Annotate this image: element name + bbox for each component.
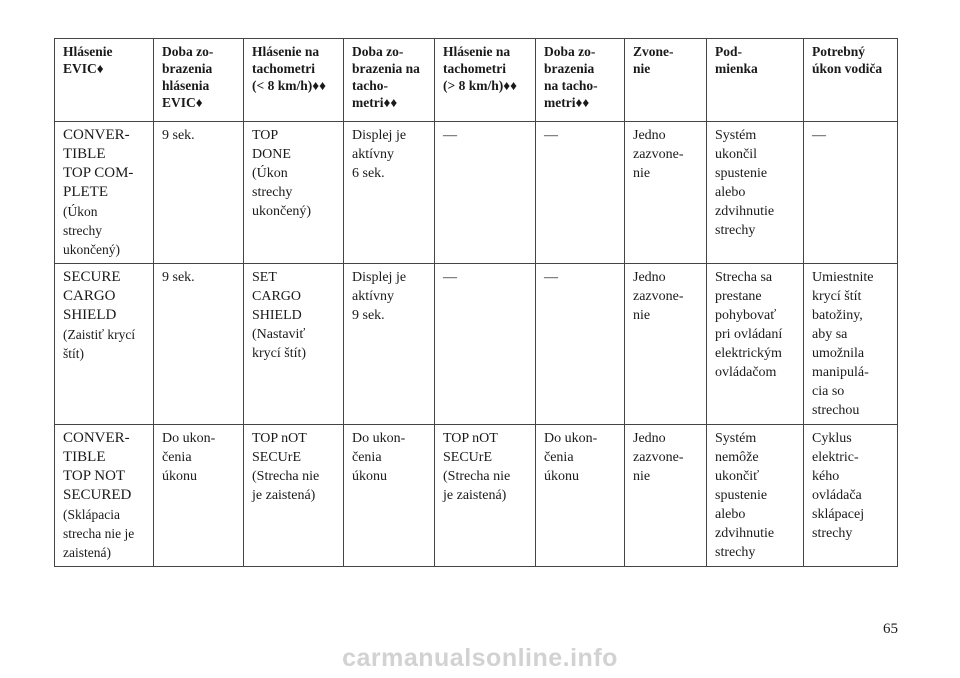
cell-line: EVIC♦	[162, 95, 203, 110]
cell-line: nie	[633, 469, 651, 484]
cell-line: hlásenia	[162, 78, 210, 93]
table-row	[55, 264, 898, 425]
fast-message-cell	[435, 425, 536, 567]
cell-line: Cyklus	[812, 431, 852, 446]
cell-line: umožnila	[812, 346, 865, 361]
cell-line: Displej je	[352, 128, 407, 143]
table-row	[55, 425, 898, 567]
cell-line: aktívny	[352, 289, 394, 304]
cell-line: štít)	[63, 346, 85, 361]
fast-time-cell	[536, 264, 625, 425]
cell-line: úkonu	[162, 469, 197, 484]
cell-line: strechy	[252, 185, 293, 200]
cell-line: CARGO	[63, 288, 116, 304]
cell-line: tacho-	[352, 78, 388, 93]
fast-time-cell	[536, 425, 625, 567]
condition-cell	[707, 122, 804, 264]
header-cell-chime	[625, 39, 707, 122]
cell-line: Jedno	[633, 270, 666, 285]
cell-line: je zaistená)	[252, 488, 316, 503]
cell-line: TIBLE	[63, 449, 106, 465]
cell-line: TOP	[252, 128, 279, 143]
cell-line: ukončený)	[252, 204, 312, 219]
cell-line: metri♦♦	[544, 95, 590, 110]
cell-line: brazenia	[544, 61, 595, 76]
cell-line: kého	[812, 469, 840, 484]
cell-line: Hlásenie na	[252, 44, 320, 59]
cell-line: ukončil	[715, 147, 757, 162]
cell-line: čenia	[352, 450, 382, 465]
header-cell-driver-action	[804, 39, 898, 122]
cell-line: aktívny	[352, 147, 394, 162]
slow-message-cell	[244, 425, 344, 567]
cell-line: zaistená)	[63, 545, 111, 560]
cell-line: pri ovládaní	[715, 327, 783, 342]
cell-line: spustenie	[715, 488, 768, 503]
cell-line: metri♦♦	[352, 95, 398, 110]
cell-line: EVIC♦	[63, 61, 104, 76]
cell-line: nemôže	[715, 450, 759, 465]
cell-line: SET	[252, 270, 277, 285]
cell-line: Zvone-	[633, 44, 674, 59]
cell-line: pohybovať	[715, 308, 777, 323]
cell-line: ukončiť	[715, 469, 760, 484]
cell-line: zazvone-	[633, 147, 684, 162]
message-cell	[55, 264, 154, 425]
cell-line: Doba zo-	[544, 44, 596, 59]
cell-line: ovládača	[812, 488, 862, 503]
cell-line: (Úkon	[63, 204, 98, 219]
fast-time-cell	[536, 122, 625, 264]
cell-line: alebo	[715, 185, 746, 200]
cell-line: je zaistená)	[443, 488, 507, 503]
cell-line: čenia	[544, 450, 574, 465]
header-cell-condition	[707, 39, 804, 122]
cell-line: —	[812, 128, 826, 143]
cell-line: (Úkon	[252, 166, 288, 181]
message-cell	[55, 122, 154, 264]
cell-line: —	[544, 270, 558, 285]
cell-line: Doba zo-	[352, 44, 404, 59]
header-cell-fast-speed-message	[435, 39, 536, 122]
fast-message-cell	[435, 264, 536, 425]
cell-line: (Sklápacia	[63, 507, 120, 522]
cell-line: Jedno	[633, 128, 666, 143]
cell-line: úkonu	[544, 469, 579, 484]
cell-line: 6 sek.	[352, 166, 385, 181]
header-row	[55, 39, 898, 122]
cell-line: SHIELD	[63, 307, 117, 323]
cell-line: strechou	[812, 403, 860, 418]
header-cell-slow-speed-message	[244, 39, 344, 122]
cell-line: alebo	[715, 507, 746, 522]
condition-cell	[707, 264, 804, 425]
slow-time-cell	[344, 425, 435, 567]
cell-line: Systém	[715, 128, 757, 143]
cell-line: CONVER-	[63, 430, 130, 446]
cell-line: —	[443, 128, 457, 143]
cell-line: tachometri	[443, 61, 506, 76]
cell-line: TIBLE	[63, 146, 106, 162]
evic-time-cell	[154, 264, 244, 425]
cell-line: Hlásenie na	[443, 44, 511, 59]
cell-line: čenia	[162, 450, 192, 465]
table-row	[55, 122, 898, 264]
cell-line: Strecha sa	[715, 270, 773, 285]
cell-line: brazenia	[162, 61, 213, 76]
slow-message-cell	[244, 264, 344, 425]
header-cell-evic-duration	[154, 39, 244, 122]
cell-line: —	[443, 270, 457, 285]
slow-time-cell	[344, 264, 435, 425]
chime-cell	[625, 264, 707, 425]
cell-line: Displej je	[352, 270, 407, 285]
cell-line: SECURE	[63, 269, 121, 285]
cell-line: 9 sek.	[162, 128, 195, 143]
cell-line: strechy	[63, 223, 102, 238]
cell-line: batožiny,	[812, 308, 863, 323]
cell-line: nie	[633, 61, 651, 76]
cell-line: na tacho-	[544, 78, 598, 93]
cell-line: prestane	[715, 289, 762, 304]
cell-line: elektrickým	[715, 346, 782, 361]
cell-line: aby sa	[812, 327, 848, 342]
cell-line: (< 8 km/h)♦♦	[252, 78, 326, 93]
cell-line: —	[544, 128, 558, 143]
action-cell	[804, 122, 898, 264]
cell-line: SECUrE	[443, 450, 492, 465]
cell-line: elektric-	[812, 450, 859, 465]
header-cell-slow-speed-duration	[344, 39, 435, 122]
cell-line: (Nastaviť	[252, 327, 306, 342]
cell-line: zdvihnutie	[715, 204, 775, 219]
cell-line: SECUrE	[252, 450, 301, 465]
cell-line: Pod-	[715, 44, 742, 59]
cell-line: TOP nOT	[252, 431, 307, 446]
cell-line: krycí štít	[812, 289, 862, 304]
cell-line: Potrebný	[812, 44, 865, 59]
cell-line: 9 sek.	[162, 270, 195, 285]
page-number: 65	[883, 621, 898, 637]
cell-line: krycí štít)	[252, 346, 307, 361]
cell-line: (> 8 km/h)♦♦	[443, 78, 517, 93]
cell-line: SHIELD	[252, 308, 302, 323]
cell-line: ukončený)	[63, 242, 120, 257]
slow-message-cell	[244, 122, 344, 264]
cell-line: CARGO	[252, 289, 302, 304]
evic-time-cell	[154, 425, 244, 567]
chime-cell	[625, 425, 707, 567]
cell-line: Jedno	[633, 431, 666, 446]
cell-line: Do ukon-	[544, 431, 598, 446]
cell-line: sklápacej	[812, 507, 865, 522]
cell-line: Doba zo-	[162, 44, 214, 59]
cell-line: spustenie	[715, 166, 768, 181]
cell-line: Do ukon-	[352, 431, 406, 446]
evic-time-cell	[154, 122, 244, 264]
slow-time-cell	[344, 122, 435, 264]
cell-line: úkon vodiča	[812, 61, 883, 76]
cell-line: zdvihnutie	[715, 526, 775, 541]
cell-line: (Zaistiť krycí	[63, 327, 136, 342]
cell-line: Do ukon-	[162, 431, 216, 446]
cell-line: TOP nOT	[443, 431, 498, 446]
cell-line: (Strecha nie	[252, 469, 320, 484]
message-cell	[55, 425, 154, 567]
header-cell-fast-speed-duration	[536, 39, 625, 122]
cell-line: tachometri	[252, 61, 315, 76]
cell-line: úkonu	[352, 469, 387, 484]
cell-line: nie	[633, 308, 651, 323]
cell-line: strechy	[715, 223, 756, 238]
cell-line: TOP NOT	[63, 468, 126, 484]
cell-line: manipulá-	[812, 365, 869, 380]
cell-line: strechy	[812, 526, 853, 541]
cell-line: 9 sek.	[352, 308, 385, 323]
chime-cell	[625, 122, 707, 264]
cell-line: nie	[633, 166, 651, 181]
cell-line: TOP COM-	[63, 165, 134, 181]
cell-line: CONVER-	[63, 127, 130, 143]
fast-message-cell	[435, 122, 536, 264]
cell-line: Umiestnite	[812, 270, 874, 285]
cell-line: cia so	[812, 384, 845, 399]
cell-line: Hlásenie	[63, 44, 113, 59]
cell-line: SECURED	[63, 487, 132, 503]
cell-line: brazenia na	[352, 61, 420, 76]
cell-line: DONE	[252, 147, 291, 162]
watermark: carmanualsonline.info	[342, 644, 618, 672]
cell-line: strechy	[715, 545, 756, 560]
cell-line: ovládačom	[715, 365, 777, 380]
cell-line: strecha nie je	[63, 526, 135, 541]
cell-line: Systém	[715, 431, 757, 446]
cell-line: mienka	[715, 61, 758, 76]
cell-line: zazvone-	[633, 450, 684, 465]
action-cell	[804, 425, 898, 567]
cell-line: PLETE	[63, 184, 108, 200]
cell-line: (Strecha nie	[443, 469, 511, 484]
action-cell	[804, 264, 898, 425]
header-cell-evic-message	[55, 39, 154, 122]
cell-line: zazvone-	[633, 289, 684, 304]
message-table	[54, 38, 898, 567]
condition-cell	[707, 425, 804, 567]
